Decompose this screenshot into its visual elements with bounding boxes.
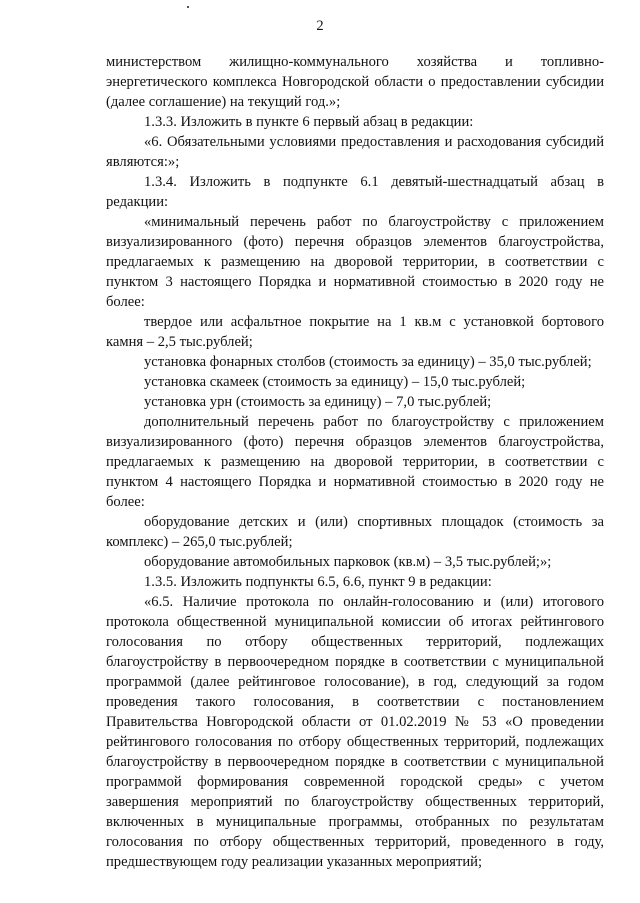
paragraph-min-list: «минимальный перечень работ по благоустройству с приложением визуализированного (фото) перечня образцов элементов благоустройства, предлагаемых к размещению на дворовой территории, в соответствии с пунктом 3 настоящего Порядка и нормативной стоимостью в 2020 году не более: bbox=[106, 214, 604, 310]
page-number: 2 bbox=[316, 18, 324, 34]
paragraph-extra-list: дополнительный перечень работ по благоустройству с приложением визуализированного (фото) перечня образцов элементов благоустройства, предлагаемых к размещению на дворовой территории, в соответствии с пунктом 4 настоящего Порядка и нормативной стоимостью в 2020 году не более: bbox=[106, 414, 604, 510]
paragraph-continuation: министерством жилищно-коммунального хозяйства и топливно-энергетического комплекса Новгородской области о предоставлении субсидии (далее соглашение) на текущий год.»; bbox=[106, 54, 604, 110]
list-item-lamp-posts: установка фонарных столбов (стоимость за единицу) – 35,0 тыс.рублей; bbox=[144, 354, 592, 370]
paragraph-1-3-3: 1.3.3. Изложить в пункте 6 первый абзац в редакции: bbox=[144, 114, 474, 130]
paragraph-6-5: «6.5. Наличие протокола по онлайн-голосованию и (или) итогового протокола общественной муниципальной комиссии об итогах рейтингового голосования по отбору общественных территорий, подлежащих благоустройству в первоочередном порядке в соответствии с муниципальной программой (далее рейтинговое голосование), в год, следующий за годом проведения такого голосования, в соответствии с постановлением Правительства Новгородской области от 01.02.2019 № 53 «О проведении рейтингового голосования по отбору общественных территорий, подлежащих благоустройству в первоочередном порядке в соответствии с муниципальной программой формирования современной городской среды» с учетом завершения мероприятий по благоустройству общественных территорий, включенных в муниципальные программы, отобранных по результатам голосования по отбору общественных территорий, проведенного в году, предшествующем году реализации указанных мероприятий; bbox=[106, 594, 604, 870]
list-item-benches: установка скамеек (стоимость за единицу) – 15,0 тыс.рублей; bbox=[144, 374, 526, 390]
list-item-bins: установка урн (стоимость за единицу) – 7,0 тыс.рублей; bbox=[144, 394, 492, 410]
paragraph-1-3-4: 1.3.4. Изложить в подпункте 6.1 девятый-шестнадцатый абзац в редакции: bbox=[106, 174, 604, 210]
scan-speck bbox=[187, 6, 189, 8]
list-item-playgrounds: оборудование детских и (или) спортивных площадок (стоимость за комплекс) – 265,0 тыс.рублей; bbox=[106, 514, 604, 550]
document-body bbox=[106, 52, 604, 872]
paragraph-1-3-5: 1.3.5. Изложить подпункты 6.5, 6.6, пункт 9 в редакции: bbox=[144, 574, 492, 590]
list-item-parking: оборудование автомобильных парковок (кв.м) – 3,5 тыс.рублей;»; bbox=[144, 554, 552, 570]
paragraph-point-6: «6. Обязательными условиями предоставления и расходования субсидий являются:»; bbox=[106, 134, 604, 170]
list-item-paving: твердое или асфальтное покрытие на 1 кв.м с установкой бортового камня – 2,5 тыс.рублей; bbox=[106, 314, 604, 350]
